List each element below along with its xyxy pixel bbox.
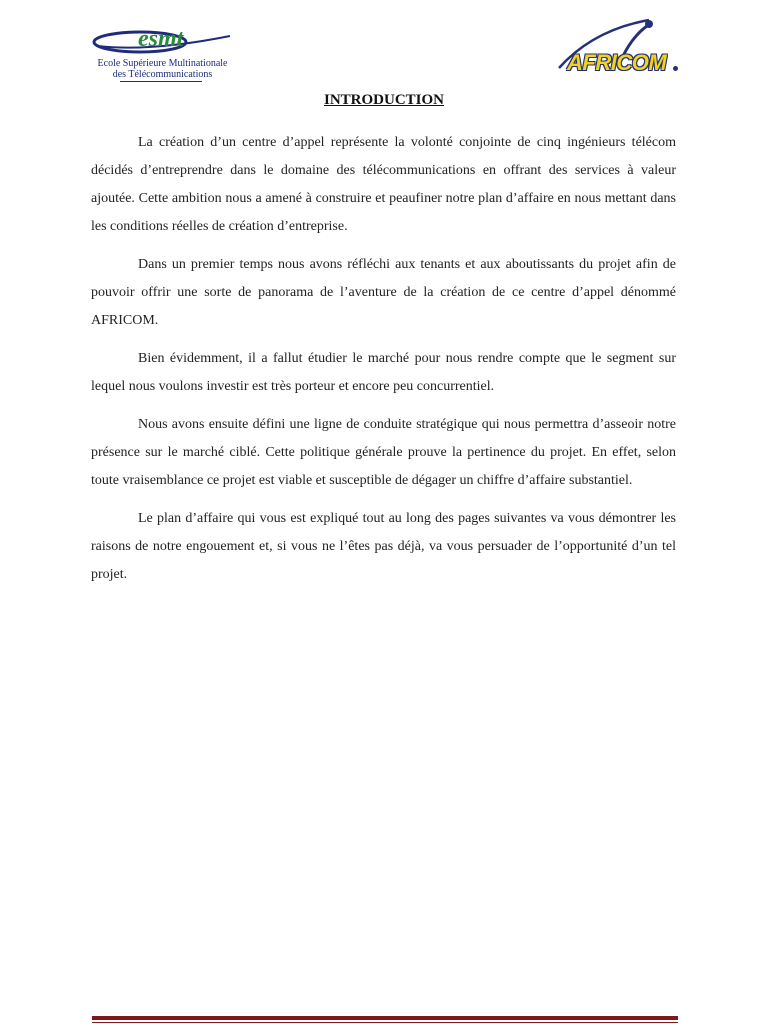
document-body bbox=[91, 129, 676, 599]
esmt-name-line1: Ecole Supérieure Multinationale bbox=[97, 58, 228, 69]
esmt-logo bbox=[90, 22, 235, 84]
paragraph-4: Nous avons ensuite défini une ligne de conduite stratégique qui nous permettra d’asseoir notre présence sur le marché ciblé. Cette politique générale prouve la pertinence du projet. En effet, selon toute vraisemblance ce projet est viable et susceptible de dégager un chiffre d’affaire substantiel. bbox=[91, 417, 676, 488]
paragraph-2: Dans un premier temps nous avons réfléchi aux tenants et aux aboutissants du projet afin de pouvoir offrir une sorte de panorama de l’aventure de la création de ce centre d’appel dénommé AFRICOM. bbox=[91, 257, 676, 328]
esmt-acronym: esmt bbox=[138, 26, 184, 52]
esmt-name-line2: des Télécommunications bbox=[112, 69, 213, 80]
footer-rule-thick bbox=[92, 1016, 678, 1020]
paragraph-1: La création d’un centre d’appel représente la volonté conjointe de cinq ingénieurs télécom décidés d’entreprendre dans le domaine des télécommunications en offrant des services à valeur ajoutée. Cette ambition nous a amené à construire et peaufiner notre plan d’affaire en nous mettant dans les conditions réelles de création d’entreprise. bbox=[91, 135, 676, 234]
document-title: INTRODUCTION bbox=[323, 92, 444, 108]
paragraph-3: Bien évidemment, il a fallut étudier le marché pour nous rendre compte que le segment sur lequel nous voulons investir est très porteur et encore peu concurrentiel. bbox=[91, 351, 676, 394]
footer-rule bbox=[92, 1016, 678, 1024]
esmt-logo-mark bbox=[90, 22, 235, 58]
paragraph-5: Le plan d’affaire qui vous est expliqué tout au long des pages suivantes va vous démontrer les raisons de notre engouement et, si vous ne l’êtes pas déjà, va vous persuader de l’opportunité d’un tel projet. bbox=[91, 511, 676, 582]
footer-rule-thin bbox=[92, 1022, 678, 1023]
africom-dot bbox=[673, 66, 678, 71]
africom-logo bbox=[553, 16, 683, 78]
esmt-underline bbox=[120, 81, 202, 82]
africom-wordmark: AFRICOM bbox=[567, 50, 667, 75]
